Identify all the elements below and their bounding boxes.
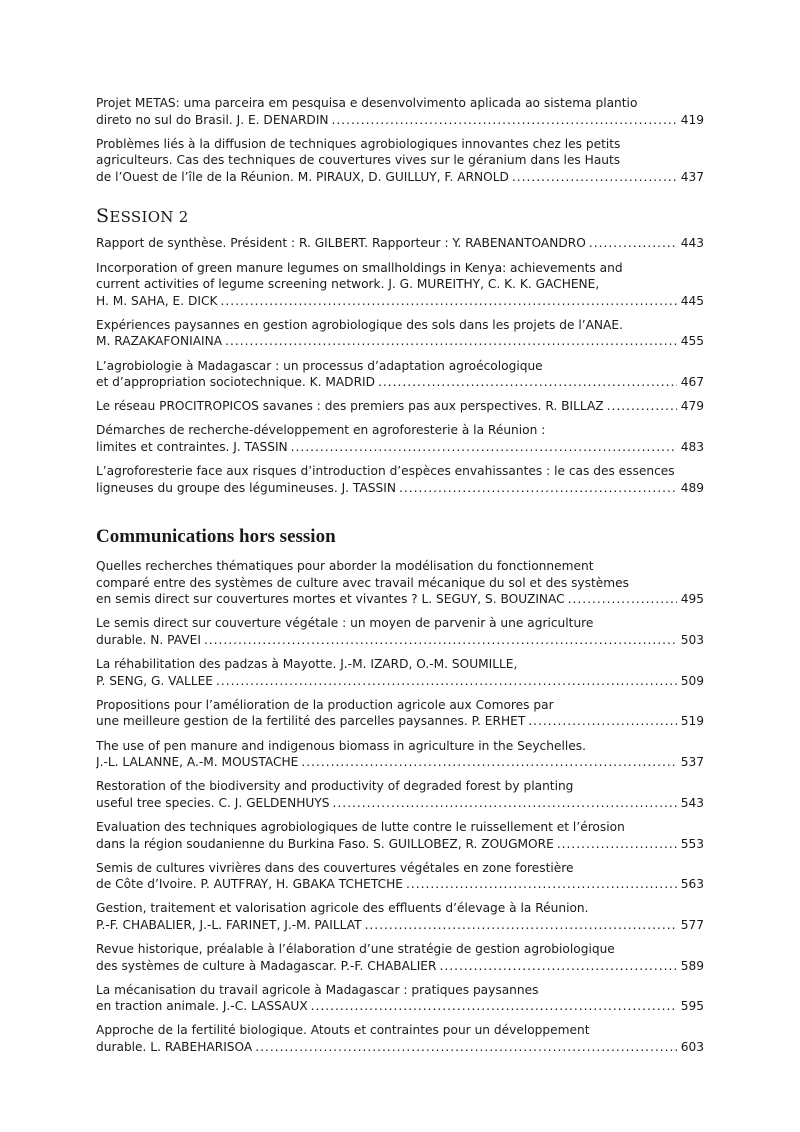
entry-text-line: de l’Ouest de l’île de la Réunion. M. PIRAUX, D. GUILLUY, F. ARNOLD [96, 169, 509, 184]
dot-leader [365, 917, 677, 934]
entry-text-line: Démarches de recherche-développement en agroforesterie à la Réunion : [96, 423, 546, 438]
entry-last-line [96, 958, 704, 975]
dot-leader [439, 958, 676, 975]
page-number: 577 [680, 917, 704, 932]
entry-text-line: H. M. SAHA, E. DICK [96, 293, 218, 308]
page-number: 445 [680, 293, 704, 308]
entry-text-line: L’agroforesterie face aux risques d’introduction d’espèces envahissantes : le cas des essences [96, 464, 675, 478]
page-number: 503 [680, 633, 704, 648]
entry-text-line: La réhabilitation des padzas à Mayotte. J.-M. IZARD, O.-M. SOUMILLE, [96, 657, 518, 672]
entry-text-line: M. RAZAKAFONIAINA [96, 334, 223, 349]
entry-last-line [96, 754, 704, 771]
entry-last-line [96, 439, 704, 456]
page-number: 437 [680, 169, 704, 184]
entry-text-line: des systèmes de culture à Madagascar. P.-F. CHABALIER [96, 958, 437, 973]
entry-text-line: Revue historique, préalable à l’élaboration d’une stratégie de gestion agrobiologique [96, 941, 615, 956]
dot-leader [291, 439, 677, 456]
toc-entry [96, 778, 704, 811]
entry-text-line: direto no sul do Brasil. J. E. DENARDIN [96, 112, 329, 127]
entry-last-line [96, 398, 704, 415]
entry-text-line: Gestion, traitement et valorisation agricole des effluents d’élevage à la Réunion. [96, 901, 589, 916]
entry-text-line: Incorporation of green manure legumes on smallholdings in Kenya: achievements and [96, 260, 623, 275]
dot-leader [378, 374, 677, 391]
dot-leader [332, 112, 677, 129]
entry-text-line: de Côte d’Ivoire. P. AUTFRAY, H. GBAKA TCHETCHE [96, 877, 403, 892]
entry-text-line: Approche de la fertilité biologique. Atouts et contraintes pour un développement [96, 1023, 590, 1038]
entry-text-line: en semis direct sur couvertures mortes et vivantes ? L. SEGUY, S. BOUZINAC [96, 592, 565, 607]
dot-leader [204, 632, 677, 649]
page-number: 495 [680, 592, 704, 607]
toc-entry [96, 136, 704, 186]
session-heading-initial: S [96, 205, 110, 228]
entry-text-line: dans la région soudanienne du Burkina Faso. S. GUILLOBEZ, R. ZOUGMORE [96, 836, 554, 851]
entry-last-line [96, 795, 704, 812]
entry-last-line [96, 632, 704, 649]
entry-text-line: The use of pen manure and indigenous biomass in agriculture in the Seychelles. [96, 738, 586, 753]
toc-entry [96, 982, 704, 1015]
entry-text-line: en traction animale. J.-C. LASSAUX [96, 999, 308, 1014]
entry-text-line: Semis de cultures vivrières dans des couvertures végétales en zone forestière [96, 860, 574, 875]
table-of-contents [96, 95, 704, 1063]
entry-text-line: Quelles recherches thématiques pour aborder la modélisation du fonctionnement [96, 559, 594, 574]
entry-last-line [96, 836, 704, 853]
entry-last-line [96, 591, 704, 608]
entry-text-line: Problèmes liés à la diffusion de techniques agrobiologiques innovantes chez les petits [96, 136, 621, 151]
dot-leader [568, 591, 677, 608]
session-heading-rest: ESSION 2 [109, 208, 189, 227]
entry-text-line: Projet METAS: uma parceira em pesquisa e desenvolvimento aplicada ao sistema plantio [96, 96, 638, 110]
entry-last-line [96, 333, 704, 350]
dot-leader [557, 836, 677, 853]
entry-last-line [96, 169, 704, 186]
toc-entry [96, 358, 704, 391]
dot-leader [301, 754, 676, 771]
entry-text-line: P. SENG, G. VALLEE [96, 673, 214, 688]
page-number: 589 [680, 958, 704, 973]
toc-entry [96, 697, 704, 730]
entry-text-line: durable. L. RABEHARISOA [96, 1039, 253, 1054]
toc-entry [96, 615, 704, 648]
toc-entry [96, 656, 704, 689]
page-number: 483 [680, 439, 704, 454]
entry-text-line: Propositions pour l’amélioration de la production agricole aux Comores par [96, 697, 554, 712]
entry-text-line: Le réseau PROCITROPICOS savanes : des premiers pas aux perspectives. R. BILLAZ [96, 399, 604, 414]
dot-leader [225, 333, 677, 350]
dot-leader [399, 480, 677, 497]
page-number: 443 [680, 236, 704, 251]
entry-last-line [96, 235, 704, 252]
toc-entry [96, 900, 704, 933]
entry-text-line: P.-F. CHABALIER, J.-L. FARINET, J.-M. PAILLAT [96, 917, 362, 932]
page-number: 603 [680, 1039, 704, 1054]
toc-group [96, 205, 704, 496]
page-number: 543 [680, 795, 704, 810]
dot-leader [607, 398, 677, 415]
entry-text-line: current activities of legume screening network. J. G. MUREITHY, C. K. K. GACHENE, [96, 277, 600, 292]
entry-text-line: Le semis direct sur couverture végétale : un moyen de parvenir à une agriculture [96, 616, 594, 631]
dot-leader [255, 1039, 676, 1056]
toc-entry [96, 95, 704, 128]
entry-last-line [96, 1039, 704, 1056]
toc-group [96, 95, 704, 185]
toc-entry [96, 422, 704, 455]
session-heading [96, 205, 704, 227]
dot-leader [589, 235, 677, 252]
entry-text-line: useful tree species. C. J. GELDENHUYS [96, 795, 330, 810]
page-number: 519 [680, 714, 704, 729]
page-number: 509 [680, 673, 704, 688]
toc-entry [96, 860, 704, 893]
dot-leader [333, 795, 677, 812]
dot-leader [512, 169, 677, 186]
toc-entry [96, 463, 704, 496]
page-number: 563 [680, 877, 704, 892]
entry-last-line [96, 713, 704, 730]
toc-entry [96, 819, 704, 852]
page-number: 455 [680, 334, 704, 349]
dot-leader [528, 713, 676, 730]
entry-text-line: Expériences paysannes en gestion agrobiologique des sols dans les projets de l’ANAE. [96, 317, 623, 332]
entry-text-line: limites et contraintes. J. TASSIN [96, 439, 288, 454]
dot-leader [216, 673, 677, 690]
toc-group [96, 526, 704, 1055]
entry-last-line [96, 480, 704, 497]
entry-last-line [96, 112, 704, 129]
section-heading: Communications hors session [96, 526, 336, 548]
toc-entry [96, 317, 704, 350]
toc-entry [96, 398, 704, 415]
entry-text-line: ligneuses du groupe des légumineuses. J. TASSIN [96, 480, 396, 495]
page-number: 419 [680, 112, 704, 127]
entry-text-line: Restoration of the biodiversity and productivity of degraded forest by planting [96, 779, 574, 794]
page-number: 467 [680, 375, 704, 390]
entry-text-line: agriculteurs. Cas des techniques de couvertures vives sur le géranium dans les Hauts [96, 153, 621, 168]
page-number: 595 [680, 999, 704, 1014]
entry-text-line: et d’appropriation sociotechnique. K. MADRID [96, 375, 376, 390]
dot-leader [220, 293, 676, 310]
entry-text-line: durable. N. PAVEI [96, 633, 201, 648]
toc-entry [96, 235, 704, 252]
page-number: 489 [680, 480, 704, 495]
entry-text-line: comparé entre des systèmes de culture avec travail mécanique du sol et des systèmes [96, 575, 629, 590]
entry-text-line: Rapport de synthèse. Président : R. GILBERT. Rapporteur : Y. RABENANTOANDRO [96, 236, 586, 251]
toc-entry [96, 738, 704, 771]
entry-text-line: J.-L. LALANNE, A.-M. MOUSTACHE [96, 755, 299, 770]
entry-last-line [96, 293, 704, 310]
dot-leader [311, 998, 677, 1015]
entry-text-line: Evaluation des techniques agrobiologiques de lutte contre le ruissellement et l’érosion [96, 819, 625, 834]
entry-text-line: une meilleure gestion de la fertilité des parcelles paysannes. P. ERHET [96, 714, 526, 729]
entry-last-line [96, 876, 704, 893]
entry-last-line [96, 998, 704, 1015]
dot-leader [406, 876, 677, 893]
toc-entry [96, 260, 704, 310]
toc-entry [96, 1022, 704, 1055]
page-number: 553 [680, 836, 704, 851]
entry-last-line [96, 673, 704, 690]
entry-text-line: L’agrobiologie à Madagascar : un processus d’adaptation agroécologique [96, 358, 543, 373]
entry-text-line: La mécanisation du travail agricole à Madagascar : pratiques paysannes [96, 982, 539, 997]
toc-entry [96, 941, 704, 974]
page-number: 537 [680, 755, 704, 770]
entry-last-line [96, 374, 704, 391]
page-number: 479 [680, 399, 704, 414]
toc-entry [96, 558, 704, 608]
entry-last-line [96, 917, 704, 934]
